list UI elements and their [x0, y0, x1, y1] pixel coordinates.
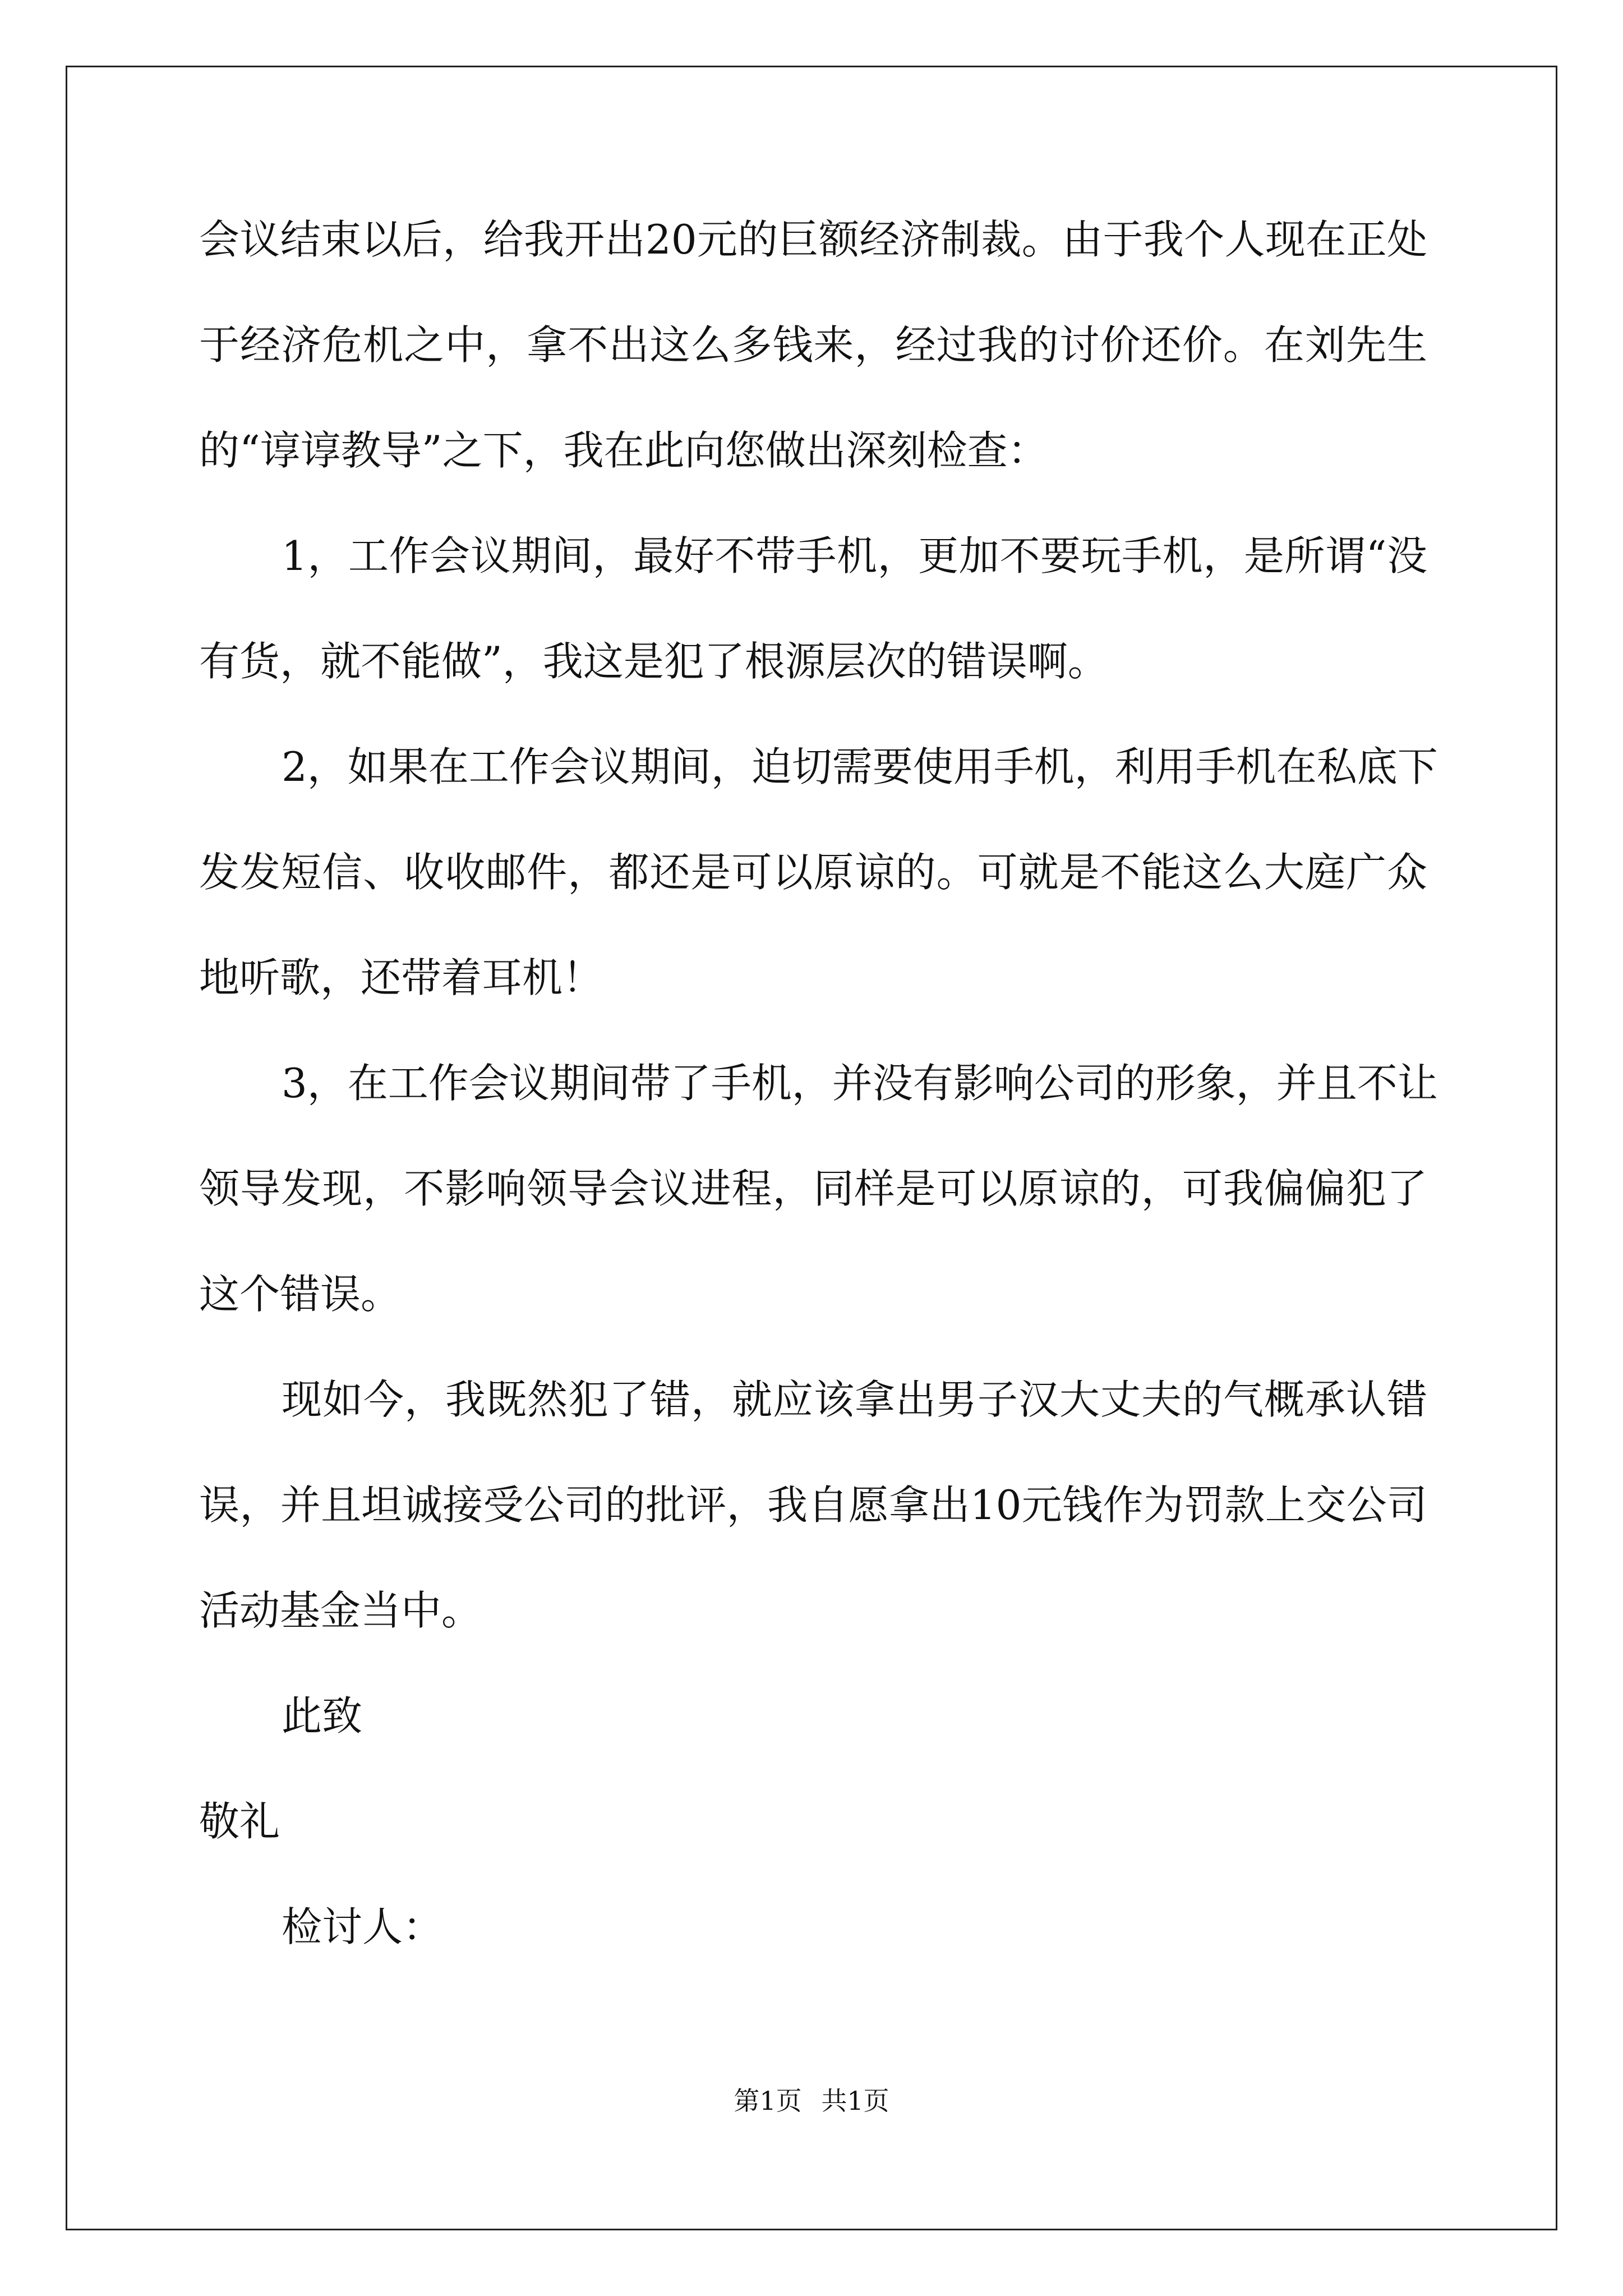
text-line: 发发短信、收收邮件，都还是可以原谅的。可就是不能这么大庭广众: [199, 849, 1427, 896]
text-line: 误，并且坦诚接受公司的批评，我自愿拿出10元钱作为罚款上交公司: [199, 1481, 1427, 1529]
text-line: 活动基金当中。: [199, 1587, 482, 1634]
text-line: 地听歌，还带着耳机！: [199, 954, 603, 1001]
text-line: 于经济危机之中，拿不出这么多钱来，经过我的讨价还价。在刘先生: [199, 321, 1427, 369]
page-total: 共1页: [821, 2086, 889, 2116]
text-line: 现如今，我既然犯了错，就应该拿出男子汉大丈夫的气概承认错: [282, 1376, 1427, 1423]
signature-label: 检讨人：: [282, 1903, 444, 1950]
page-footer: [0, 2084, 1623, 2118]
text-line: 1，工作会议期间，最好不带手机，更加不要玩手机，是所谓“没: [282, 532, 1427, 579]
closing-regards: 敬礼: [199, 1798, 280, 1845]
text-line: 会议结束以后，给我开出20元的巨额经济制裁。由于我个人现在正处: [199, 216, 1427, 263]
text-line: 3，在工作会议期间带了手机，并没有影响公司的形象，并且不让: [282, 1060, 1438, 1107]
page-number: 第1页: [734, 2086, 802, 2116]
closing-salutation: 此致: [282, 1692, 363, 1740]
text-line: 领导发现，不影响领导会议进程，同样是可以原谅的，可我偏偏犯了: [199, 1165, 1427, 1212]
text-line: 有货，就不能做”，我这是犯了根源层次的错误啊。: [199, 638, 1108, 685]
text-line: 2，如果在工作会议期间，迫切需要使用手机，利用手机在私底下: [282, 743, 1438, 790]
text-line: 这个错误。: [199, 1271, 402, 1318]
text-line: 的“谆谆教导”之下，我在此向您做出深刻检查：: [199, 427, 1048, 474]
